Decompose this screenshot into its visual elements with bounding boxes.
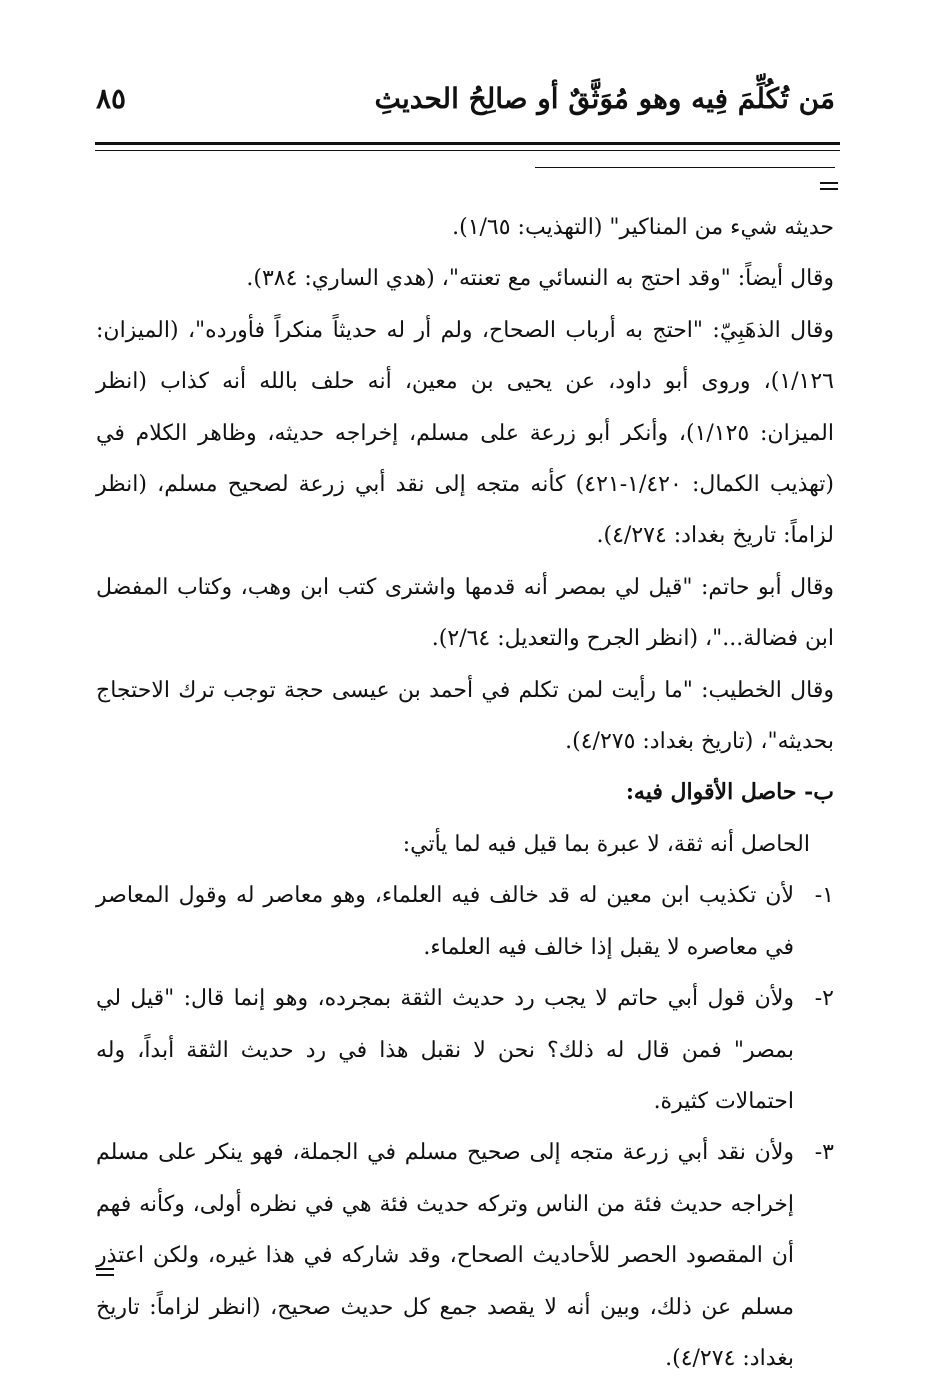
paragraph-abu-hatim: وقال أبو حاتم: "قيل لي بمصر أنه قدمها واشترى كتب ابن وهب، وكتاب المفضل ابن فضالة..."، (انظر الجرح والتعديل: ٢/٦٤). [96, 574, 834, 652]
list-item-number: ٢- [814, 986, 834, 1012]
list-item [96, 1127, 834, 1384]
list-item-text: ولأن نقد أبي زرعة متجه إلى صحيح مسلم في الجملة، فهو ينكر على مسلم إخراجه حديث فئة من الناس وتركه حديث فئة هي في نظره أولى، وكأنه فهم أن المقصود الحصر للأحاديث الصحاح، وقد شاركه في هذا غيره، ولكن اعتذر مسلم عن ذلك، وبين أنه لا يقصد جمع كل حديث صحيح، (انظر لزاماً: تاريخ بغداد: ٤/٢٧٤). [96, 1140, 794, 1371]
paragraph-hadith-munkar: حديثه شيء من المناكير" (التهذيب: ١/٦٥). [452, 215, 834, 240]
list-item [96, 973, 834, 1127]
list-item-number: ١- [814, 883, 834, 909]
page-number: ٨٥ [96, 82, 127, 115]
list-item-text: ولأن قول أبي حاتم لا يجب رد حديث الثقة بمجرده، وهو إنما قال: "قيل لي بمصر" فمن قال له ذلك؟ نحن لا نقبل هذا في رد حديث الثقة أبداً، وله احتمالات كثيرة. [96, 986, 794, 1114]
summary-intro: الحاصل أنه ثقة، لا عبرة بما قيل فيه لما يأتي: [402, 831, 810, 857]
list-item-number: ٣- [814, 1140, 834, 1166]
continuation-mark-bottom [96, 1268, 114, 1276]
list-item-text: لأن تكذيب ابن معين له قد خالف فيه العلماء، وهو معاصر له وقول المعاصر في معاصره لا يقبل إذا خالف فيه العلماء. [96, 883, 794, 960]
paragraph-khatib: وقال الخطيب: "ما رأيت لمن تكلم في أحمد بن عيسى حجة توجب ترك الاحتجاج بحديثه"، (تاريخ بغداد: ٤/٢٧٥). [96, 677, 834, 755]
paragraph-hady-al-sari: وقال أيضاً: "وقد احتج به النسائي مع تعنته"، (هدي الساري: ٣٨٤). [246, 266, 834, 292]
continuation-mark-top [820, 182, 838, 190]
section-heading: ب- حاصل الأقوال فيه: [625, 779, 834, 806]
header-rule-thin [95, 150, 840, 151]
paragraph-dhahabi: وقال الذهَبِيّ: "احتج به أرباب الصحاح، ولم أر له حديثاً منكراً فأورده"، (الميزان: ١/١٢٦)، وروى أبو داود، عن يحيى بن معين، أنه حلف بالله أنه كذاب (انظر الميزان: ١/١٢٥)، وأنكر أبو زرعة على مسلم، إخراجه حديثه، وظاهر الكلام في (تهذيب الكمال: ١/٤٢٠-٤٢١) كأنه متجه إلى نقد أبي زرعة لصحيح مسلم، (انظر لزاماً: تاريخ بغداد: ٤/٢٧٤). [96, 317, 834, 549]
footnote-separator [535, 167, 835, 168]
running-title: مَن تُكُلِّمَ فِيه وهو مُوَثَّقٌ أو صالِحُ الحديثِ [374, 82, 835, 115]
list-item [96, 870, 834, 973]
header-rule-thick [95, 142, 840, 145]
footnote-body [96, 202, 834, 1384]
